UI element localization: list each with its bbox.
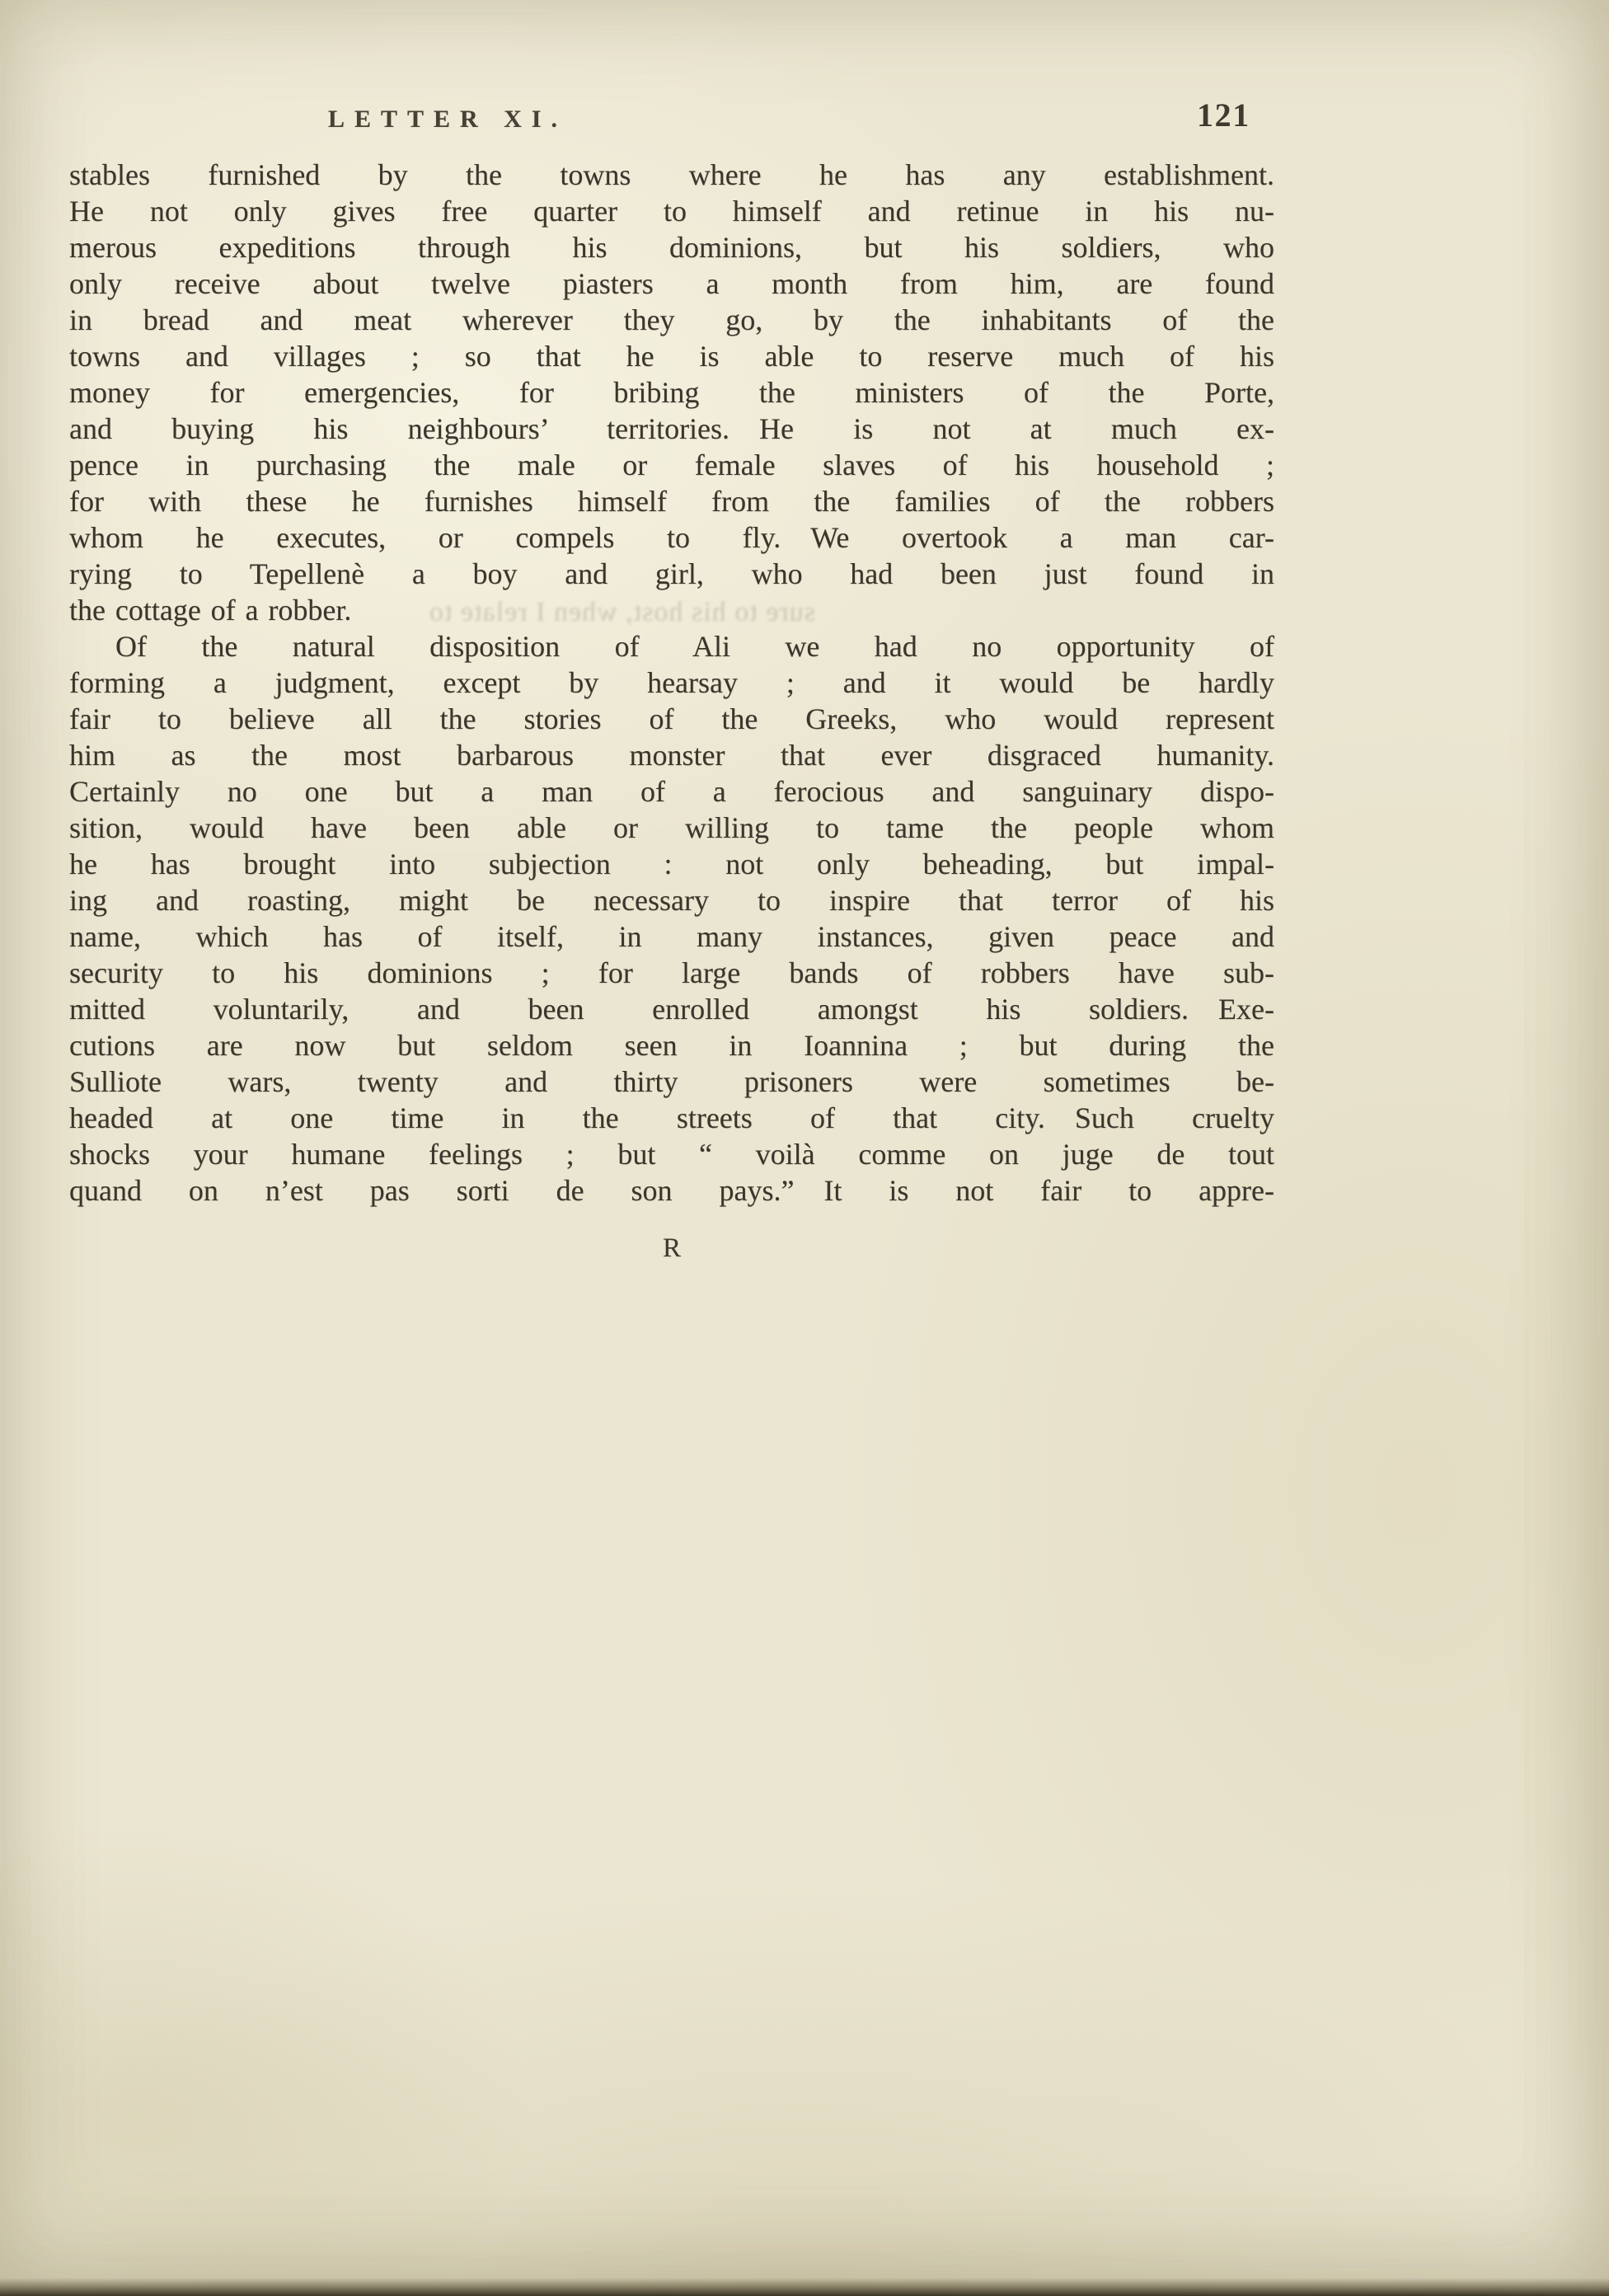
text-line: fair to believe all the stories of the Greeks, who would represent: [69, 702, 1274, 735]
text-line: He not only gives free quarter to himself and retinue in his nu-: [69, 195, 1274, 228]
text-line: merous expeditions through his dominions, but his soldiers, who: [69, 231, 1274, 264]
text-line: cutions are now but seldom seen in Ioannina ; but during the: [69, 1029, 1274, 1062]
text-line: whom he executes, or compels to fly. We overtook a man car-: [69, 521, 1274, 554]
text-line: for with these he furnishes himself from the families of the robbers: [69, 485, 1274, 518]
text-line: pence in purchasing the male or female slaves of his household ;: [69, 448, 1274, 481]
text-line: ing and roasting, might be necessary to inspire that terror of his: [69, 884, 1274, 917]
text-line: the cottage of a robber.: [69, 594, 352, 627]
text-line: he has brought into subjection : not only beheading, but impal-: [69, 848, 1274, 880]
page-number: 121: [1197, 96, 1250, 134]
text-line: Certainly no one but a man of a ferocious and sanguinary dispo-: [69, 775, 1274, 808]
text-line: mitted voluntarily, and been enrolled amongst his soldiers. Exe-: [69, 993, 1274, 1026]
text-line: shocks your humane feelings ; but “ voilà comme on juge de tout: [69, 1138, 1274, 1171]
text-line: only receive about twelve piasters a month from him, are found: [69, 267, 1274, 300]
text-line: rying to Tepellenè a boy and girl, who had been just found in: [69, 557, 1274, 590]
text-line: sition, would have been able or willing to tame the people whom: [69, 811, 1274, 844]
text-line: and buying his neighbours’ territories. He is not at much ex-: [69, 412, 1274, 445]
text-line: Sulliote wars, twenty and thirty prisoners were sometimes be-: [69, 1065, 1274, 1098]
text-line: forming a judgment, except by hearsay ; and it would be hardly: [69, 666, 1274, 699]
text-line: Of the natural disposition of Ali we had no opportunity of: [115, 630, 1274, 663]
paragraph: [69, 157, 1274, 628]
page-bottom-edge: [0, 2278, 1609, 2296]
text-line: quand on n’est pas sorti de son pays.” It is not fair to appre-: [69, 1174, 1274, 1207]
text-line: stables furnished by the towns where he has any establishment.: [69, 158, 1274, 191]
text-line: security to his dominions ; for large bands of robbers have sub-: [69, 956, 1274, 989]
signature-mark: R: [662, 1233, 681, 1263]
text-line: name, which has of itself, in many instances, given peace and: [69, 920, 1274, 953]
text-line: in bread and meat wherever they go, by the inhabitants of the: [69, 303, 1274, 336]
running-title: LETTER XI.: [328, 106, 568, 133]
text-line: him as the most barbarous monster that ever disgraced humanity.: [69, 739, 1274, 772]
text-line: towns and villages ; so that he is able to reserve much of his: [69, 340, 1274, 373]
text-line: headed at one time in the streets of that city. Such cruelty: [69, 1101, 1274, 1134]
text-line: money for emergencies, for bribing the ministers of the Porte,: [69, 376, 1274, 409]
paragraph: [69, 628, 1274, 1209]
text-block: [69, 157, 1274, 1209]
show-through-text: sure to his host, when I relate to: [429, 597, 816, 627]
